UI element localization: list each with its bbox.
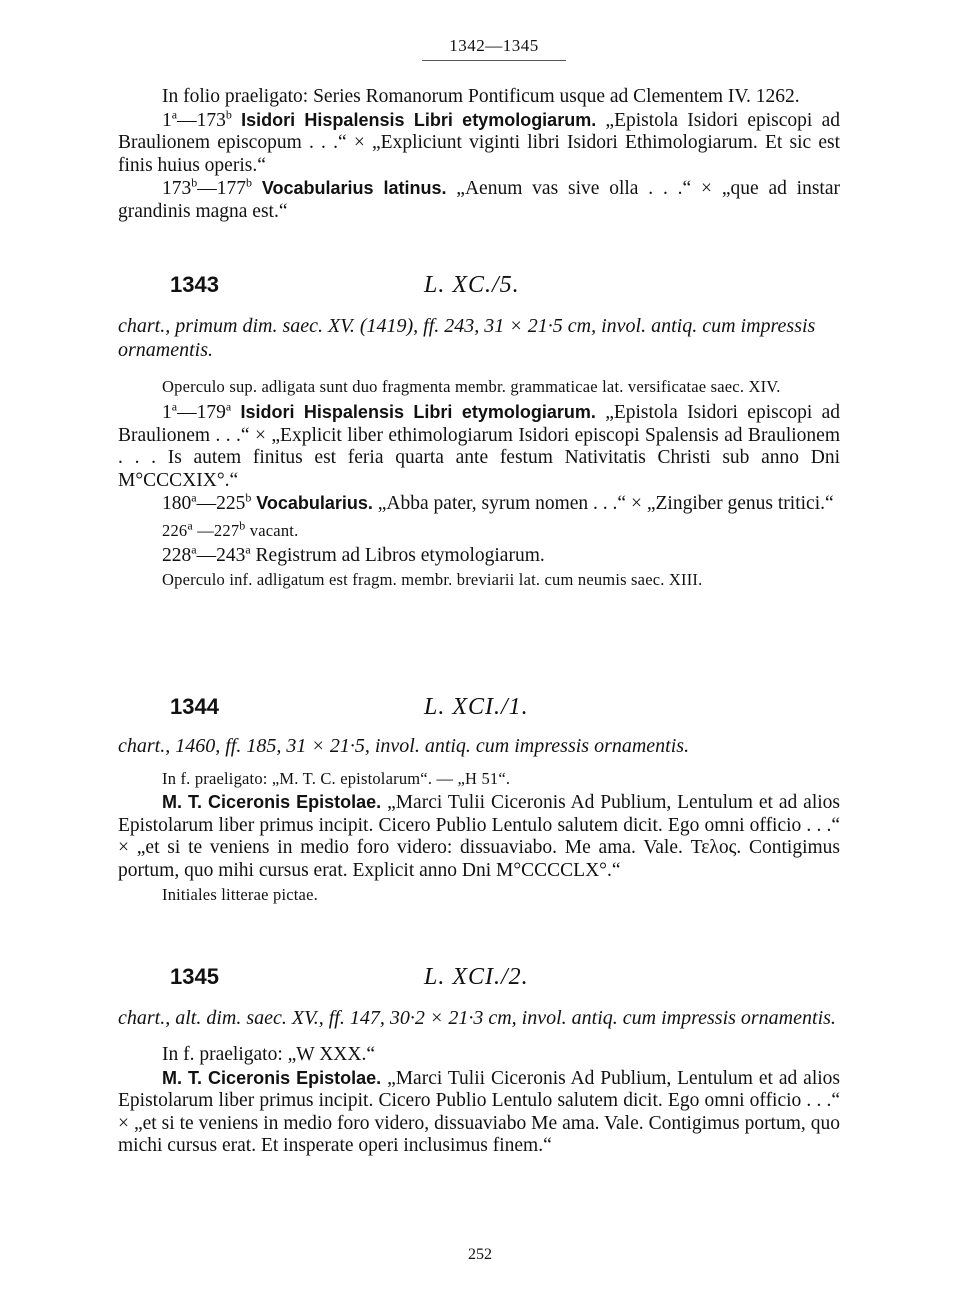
entry-1345 [118,964,840,1158]
entry-heading [118,694,840,724]
entry-heading [118,964,840,994]
work-title: Isidori Hispalensis Libri etymologiarum. [240,402,596,422]
page-number: 252 [468,1246,492,1263]
content-entry: M. T. Ciceronis Epistolae. „Marci Tulii Ciceronis Ad Publium, Lentulum et ad alios Epistolarum liber primus incipit. Cicero Publio Lentulo salutem dicit. Ego omni officio . . .“ × „et si te veniens in medio foro videro: dissuaviabo. Me ama. Vale. Τελος. Contigimus portum, quo mihi cursus erat. Explicit anno Dni M°CCCCLX°.“ [118,792,840,881]
folio-note: In f. praeligato: „M. T. C. epistolarum“. — „H 51“. [162,769,511,788]
folio-note: In f. praeligato: „W XXX.“ [162,1044,375,1065]
work-title: Isidori Hispalensis Libri etymologiarum. [241,109,597,130]
work-title: Vocabularius latinus. [261,178,447,198]
folio-note: In folio praeligato: Series Romanorum Pontificum usque ad Clementem IV. 1262. [162,86,800,107]
illumination-note: Initiales litterae pictae. [162,885,318,904]
shelfmark: L. XC./5. [424,272,520,298]
entry-1342-continuation [118,86,840,223]
running-header: 1342—1345 [422,36,566,61]
entry-number: 1343 [170,272,219,297]
content-entry: M. T. Ciceronis Epistolae. „Marci Tulii Ciceronis Ad Publium, Lentulum et ad alios Epistolarum liber primus incipit. Cicero Publio Lentulo salutem dicit. Ego omni officio . . .“ × „et si te veniens in medio foro videro, dissuaviabo Me ama. Vale. Contigimus portum, quo michi cursus erat. Et insperate operi inclusimus finem.“ [118,1067,840,1156]
entry-number: 1344 [170,694,219,719]
binding-note: Operculo sup. adligata sunt duo fragmenta membr. grammaticae lat. versificatae saec. XIV. [162,377,781,396]
content-entry: 1$^a$—173$^b$ Isidori Hispalensis Libri etymologiarum. „Epistola Isidori episcopi ad Braulionem episcopum . . .“ × „Expliciunt viginti libri Isidori Ethimologiarum. Et sic est finis huius operis.“ [118,107,840,176]
entry-heading [118,272,840,302]
physical-description: chart., 1460, ff. 185, 31 × 21·5, invol. antiq. cum impressis ornamentis. [118,735,690,757]
entry-number: 1345 [170,964,219,989]
content-entry: 180$^a$—225$^b$ Vocabularius. „Abba pater, syrum nomen . . .“ × „Zingiber genus tritici.“ [162,490,834,514]
entry-1343 [118,272,840,590]
content-entry: 228$^a$—243$^a$ Registrum ad Libros etymologiarum. [162,542,545,566]
content-entry: 1$^a$—179$^a$ Isidori Hispalensis Libri etymologiarum. „Epistola Isidori episcopi ad Braulionem . . .“ × „Explicit liber ethimologiarum Isidori episcopi Spalensis ad Braulionem . . . Is autem finitus est feria quarta ante festum Nativitatis Christi sub anno Dni M°CCCXIX°.“ [118,399,840,491]
work-title: Vocabularius. [256,493,373,513]
entry-1344 [118,694,840,905]
physical-description: chart., primum dim. saec. XV. (1419), ff. 243, 31 × 21·5 cm, invol. antiq. cum impressis ornamentis. [118,315,816,361]
shelfmark: L. XCI./2. [424,964,529,990]
work-title: M. T. Ciceronis Epistolae. [162,1067,382,1088]
work-title: M. T. Ciceronis Epistolae. [162,792,382,812]
physical-description: chart., alt. dim. saec. XV., ff. 147, 30·2 × 21·3 cm, invol. antiq. cum impressis ornamentis. [118,1007,836,1029]
content-entry: 173$^b$—177$^b$ Vocabularius latinus. „Aenum vas sive olla . . .“ × „que ad instar grandinis magna est.“ [118,175,840,222]
shelfmark: L. XCI./1. [424,694,529,720]
binding-note: Operculo inf. adligatum est fragm. membr. breviarii lat. cum neumis saec. XIII. [162,570,703,589]
content-entry: 226$^a$ —227$^b$ vacant. [162,518,299,540]
